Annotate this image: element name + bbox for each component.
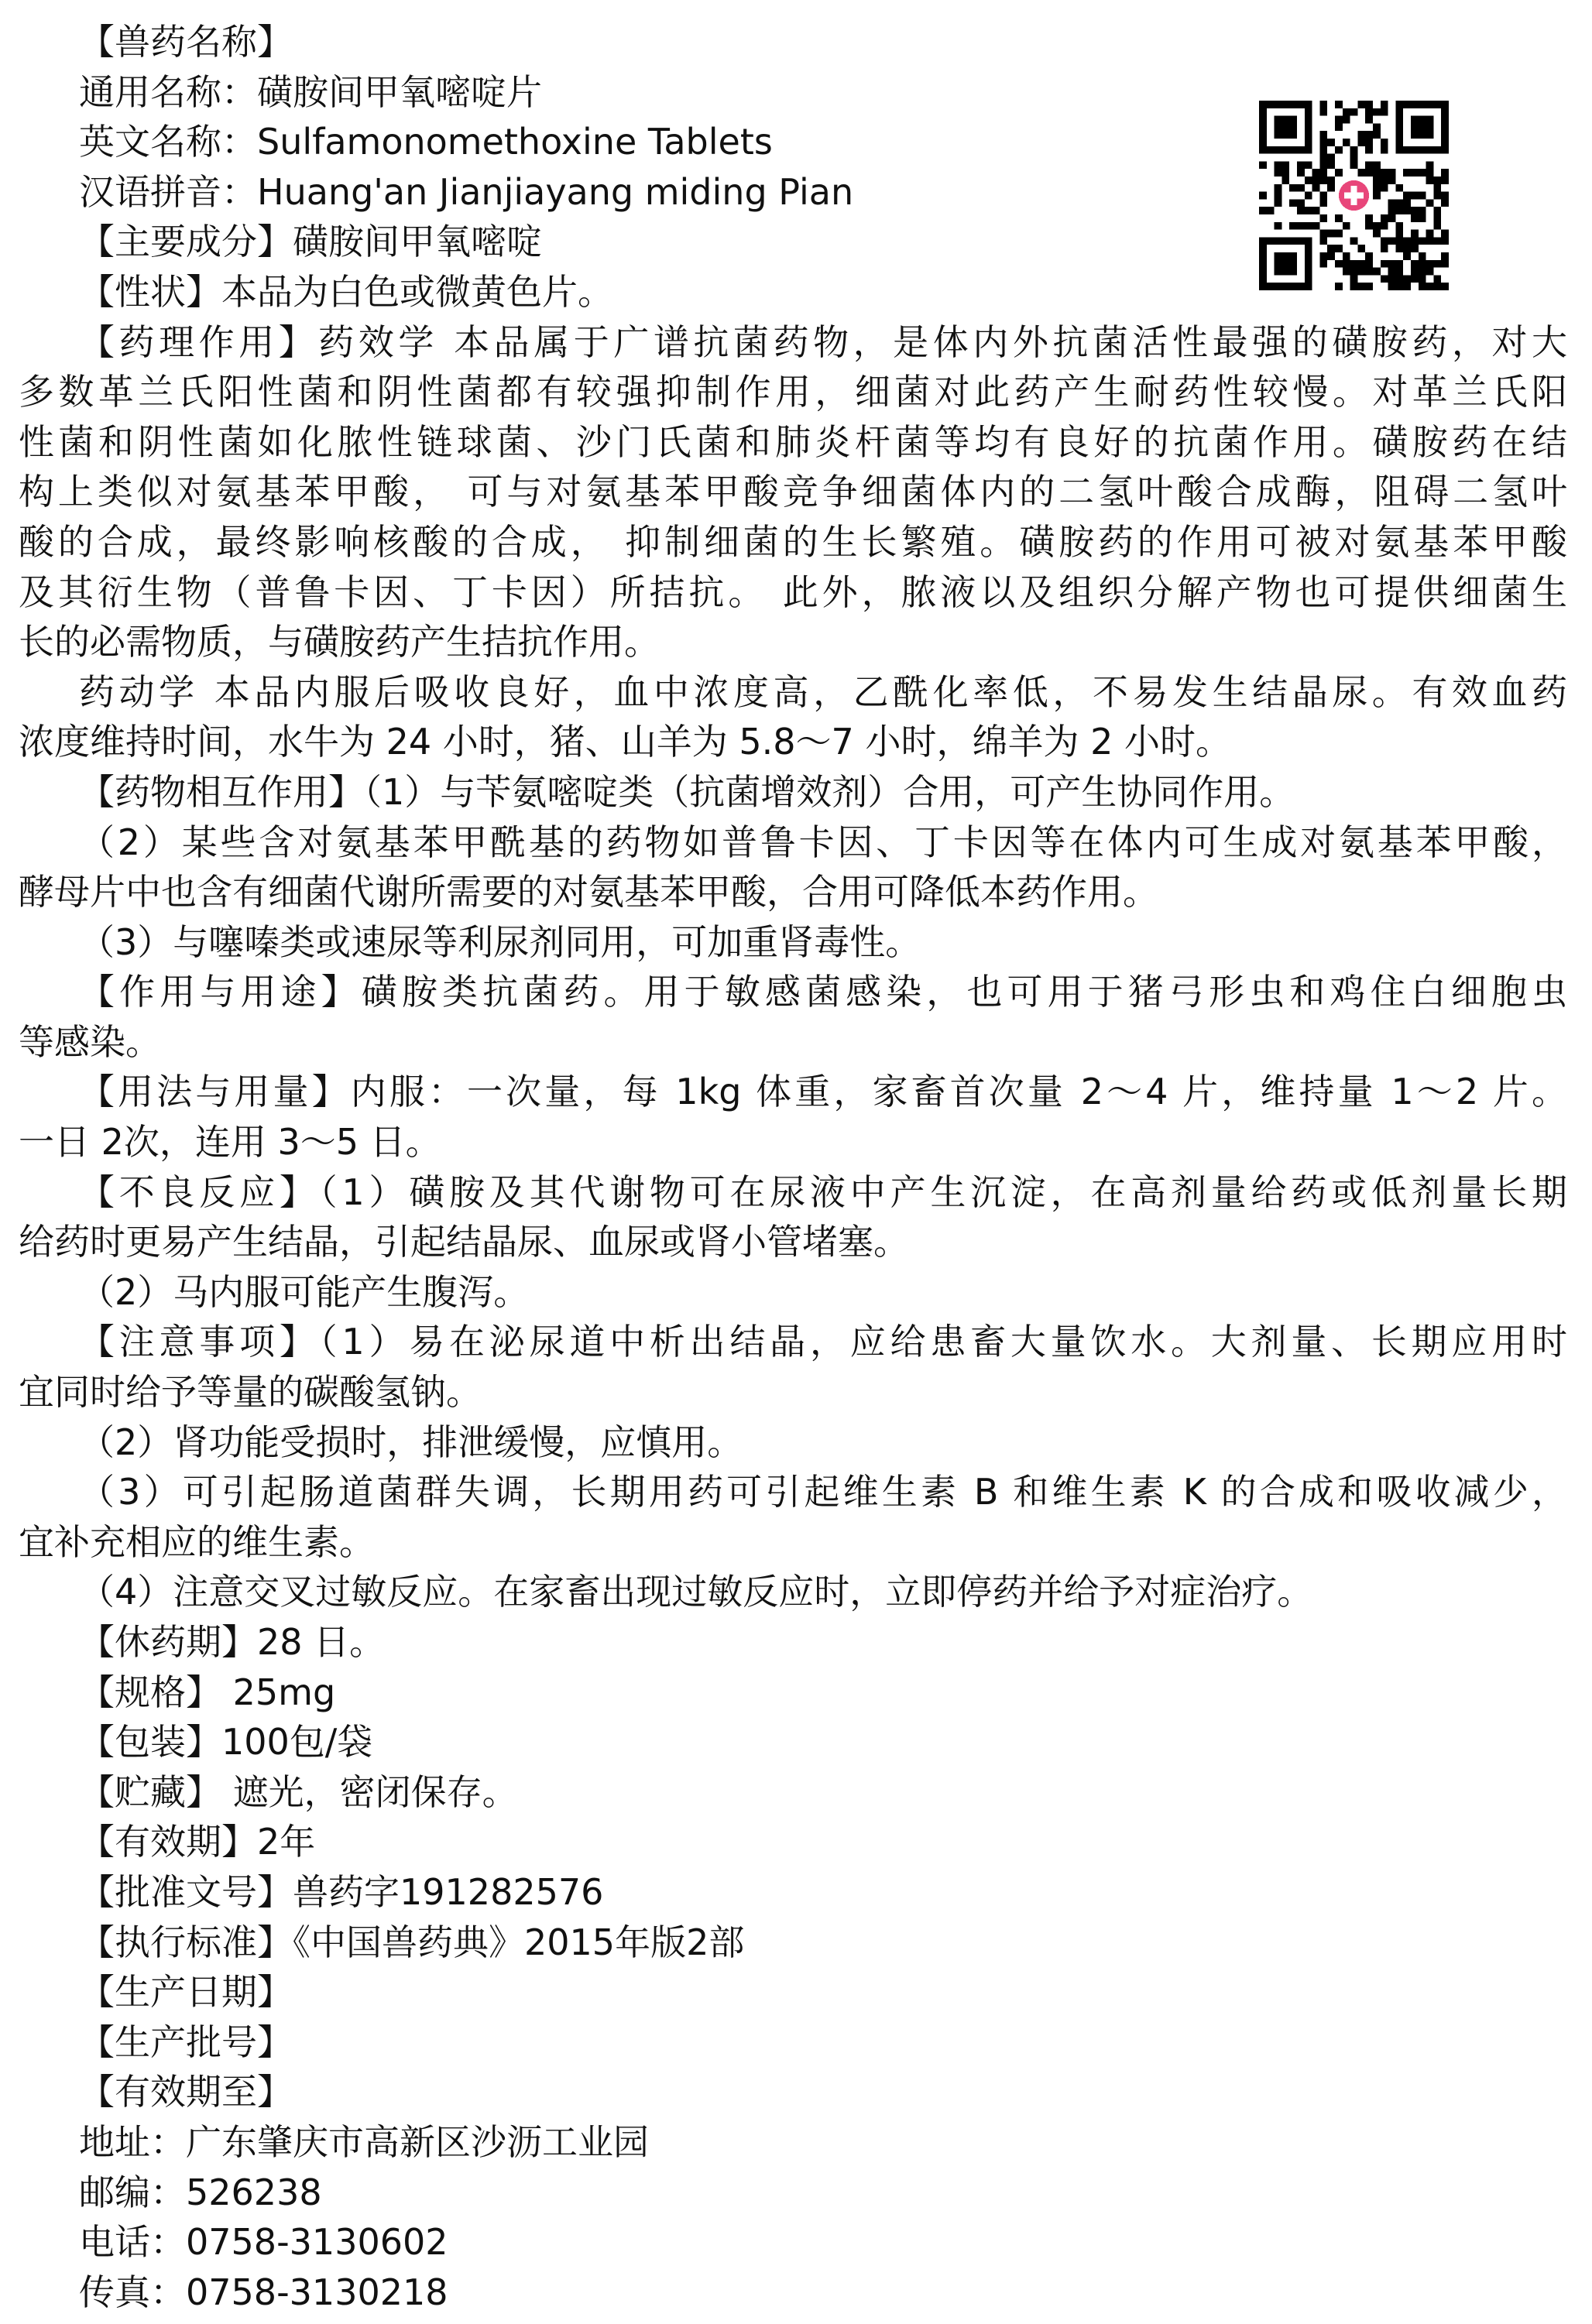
text-line: 宜补充相应的维生素。: [19, 1520, 375, 1563]
text-line: 【注意事项】（1）易在泌尿道中析出结晶，应给患畜大量饮水。大剂量、长期应用时: [79, 1321, 1567, 1363]
text-line: 及其衍生物（普鲁卡因、丁卡因）所拮抗。 此外，脓液以及组织分解产物也可提供细菌生: [19, 571, 1567, 613]
qr-finder-bottom-left: [1259, 237, 1312, 290]
text-line: 浓度维持时间，水牛为 24 小时，猪、山羊为 5.8～7 小时，绵羊为 2 小时。: [19, 721, 1231, 763]
text-line: 【包装】100包/袋: [79, 1721, 373, 1764]
text-line: 通用名称：磺胺间甲氧嘧啶片: [79, 70, 542, 113]
text-line: 汉语拼音：Huang'an Jianjiayang miding Pian: [79, 170, 854, 213]
text-line: 【有效期】2年: [79, 1821, 316, 1863]
text-line: 酵母片中也含有细菌代谢所需要的对氨基苯甲酸，合用可降低本药作用。: [19, 871, 1158, 913]
text-line: （3）与噻嗪类或速尿等利尿剂同用，可加重肾毒性。: [79, 920, 921, 963]
text-line: 多数革兰氏阳性菌和阴性菌都有较强抑制作用，细菌对此药产生耐药性较慢。对革兰氏阳: [19, 371, 1567, 413]
qr-finder-top-left: [1259, 101, 1312, 154]
text-line: 【兽药名称】: [79, 21, 293, 63]
text-line: （2）肾功能受损时，排泄缓慢，应慎用。: [79, 1421, 743, 1463]
text-line: 【规格】 25mg: [79, 1671, 336, 1713]
text-line: 构上类似对氨基苯甲酸， 可与对氨基苯甲酸竞争细菌体内的二氢叶酸合成酶，阻碍二氢叶: [19, 471, 1567, 513]
text-line: 传真：0758-3130218: [79, 2271, 448, 2313]
text-line: （2）某些含对氨基苯甲酰基的药物如普鲁卡因、丁卡因等在体内可生成对氨基苯甲酸，: [79, 821, 1567, 863]
text-line: 【不良反应】（1）磺胺及其代谢物可在尿液中产生沉淀，在高剂量给药或低剂量长期: [79, 1171, 1567, 1213]
text-line: （4）注意交叉过敏反应。在家畜出现过敏反应时，立即停药并给予对症治疗。: [79, 1571, 1313, 1613]
text-line: 【生产日期】: [79, 1971, 293, 2014]
text-line: 【休药期】28 日。: [79, 1621, 386, 1663]
text-line: 宜同时给予等量的碳酸氢钠。: [19, 1371, 482, 1414]
text-line: 【药物相互作用】（1）与苄氨嘧啶类（抗菌增效剂）合用，可产生协同作用。: [79, 770, 1295, 813]
text-line: 性菌和阴性菌如化脓性链球菌、沙门氏菌和肺炎杆菌等均有良好的抗菌作用。磺胺药在结: [19, 420, 1567, 463]
text-line: 英文名称：Sulfamonomethoxine Tablets: [79, 121, 773, 163]
text-line: 【用法与用量】内服：一次量，每 1kg 体重，家畜首次量 2～4 片，维持量 1～2 片。: [79, 1071, 1567, 1113]
text-line: 酸的合成，最终影响核酸的合成， 抑制细菌的生长繁殖。磺胺药的作用可被对氨基苯甲酸: [19, 520, 1567, 563]
text-line: （2）马内服可能产生腹泻。: [79, 1270, 530, 1313]
text-line: 长的必需物质，与磺胺药产生拮抗作用。: [19, 621, 660, 663]
text-line: 等感染。: [19, 1020, 161, 1063]
text-line: 【贮藏】 遮光，密闭保存。: [79, 1770, 518, 1813]
document-text: [19, 17, 1567, 2317]
text-line: 给药时更易产生结晶，引起结晶尿、血尿或肾小管堵塞。: [19, 1221, 909, 1263]
text-line: 【药理作用】药效学 本品属于广谱抗菌药物，是体内外抗菌活性最强的磺胺药，对大: [79, 320, 1567, 363]
text-line: 药动学 本品内服后吸收良好，血中浓度高，乙酰化率低，不易发生结晶尿。有效血药: [79, 670, 1567, 713]
text-line: 电话：0758-3130602: [79, 2221, 448, 2264]
text-line: 地址：广东肇庆市高新区沙沥工业园: [79, 2120, 649, 2163]
text-line: 邮编：526238: [79, 2171, 322, 2213]
text-line: 一日 2次，连用 3～5 日。: [19, 1121, 441, 1164]
qr-center-logo: [1335, 177, 1373, 214]
text-line: （3）可引起肠道菌群失调，长期用药可引起维生素 B 和维生素 K 的合成和吸收减少，: [79, 1471, 1567, 1513]
text-line: 【作用与用途】磺胺类抗菌药。用于敏感菌感染，也可用于猪弓形虫和鸡住白细胞虫: [79, 971, 1567, 1013]
text-line: 【主要成分】磺胺间甲氧嘧啶: [79, 221, 542, 263]
text-line: 【批准文号】兽药字191282576: [79, 1870, 604, 1913]
text-line: 【有效期至】: [79, 2071, 293, 2113]
text-line: 【生产批号】: [79, 2021, 293, 2063]
text-line: 【执行标准】《中国兽药典》2015年版2部: [79, 1921, 745, 1963]
text-line: 【性状】本品为白色或微黄色片。: [79, 270, 613, 313]
qr-finder-top-right: [1395, 101, 1449, 154]
qr-code-icon: [1259, 101, 1449, 290]
